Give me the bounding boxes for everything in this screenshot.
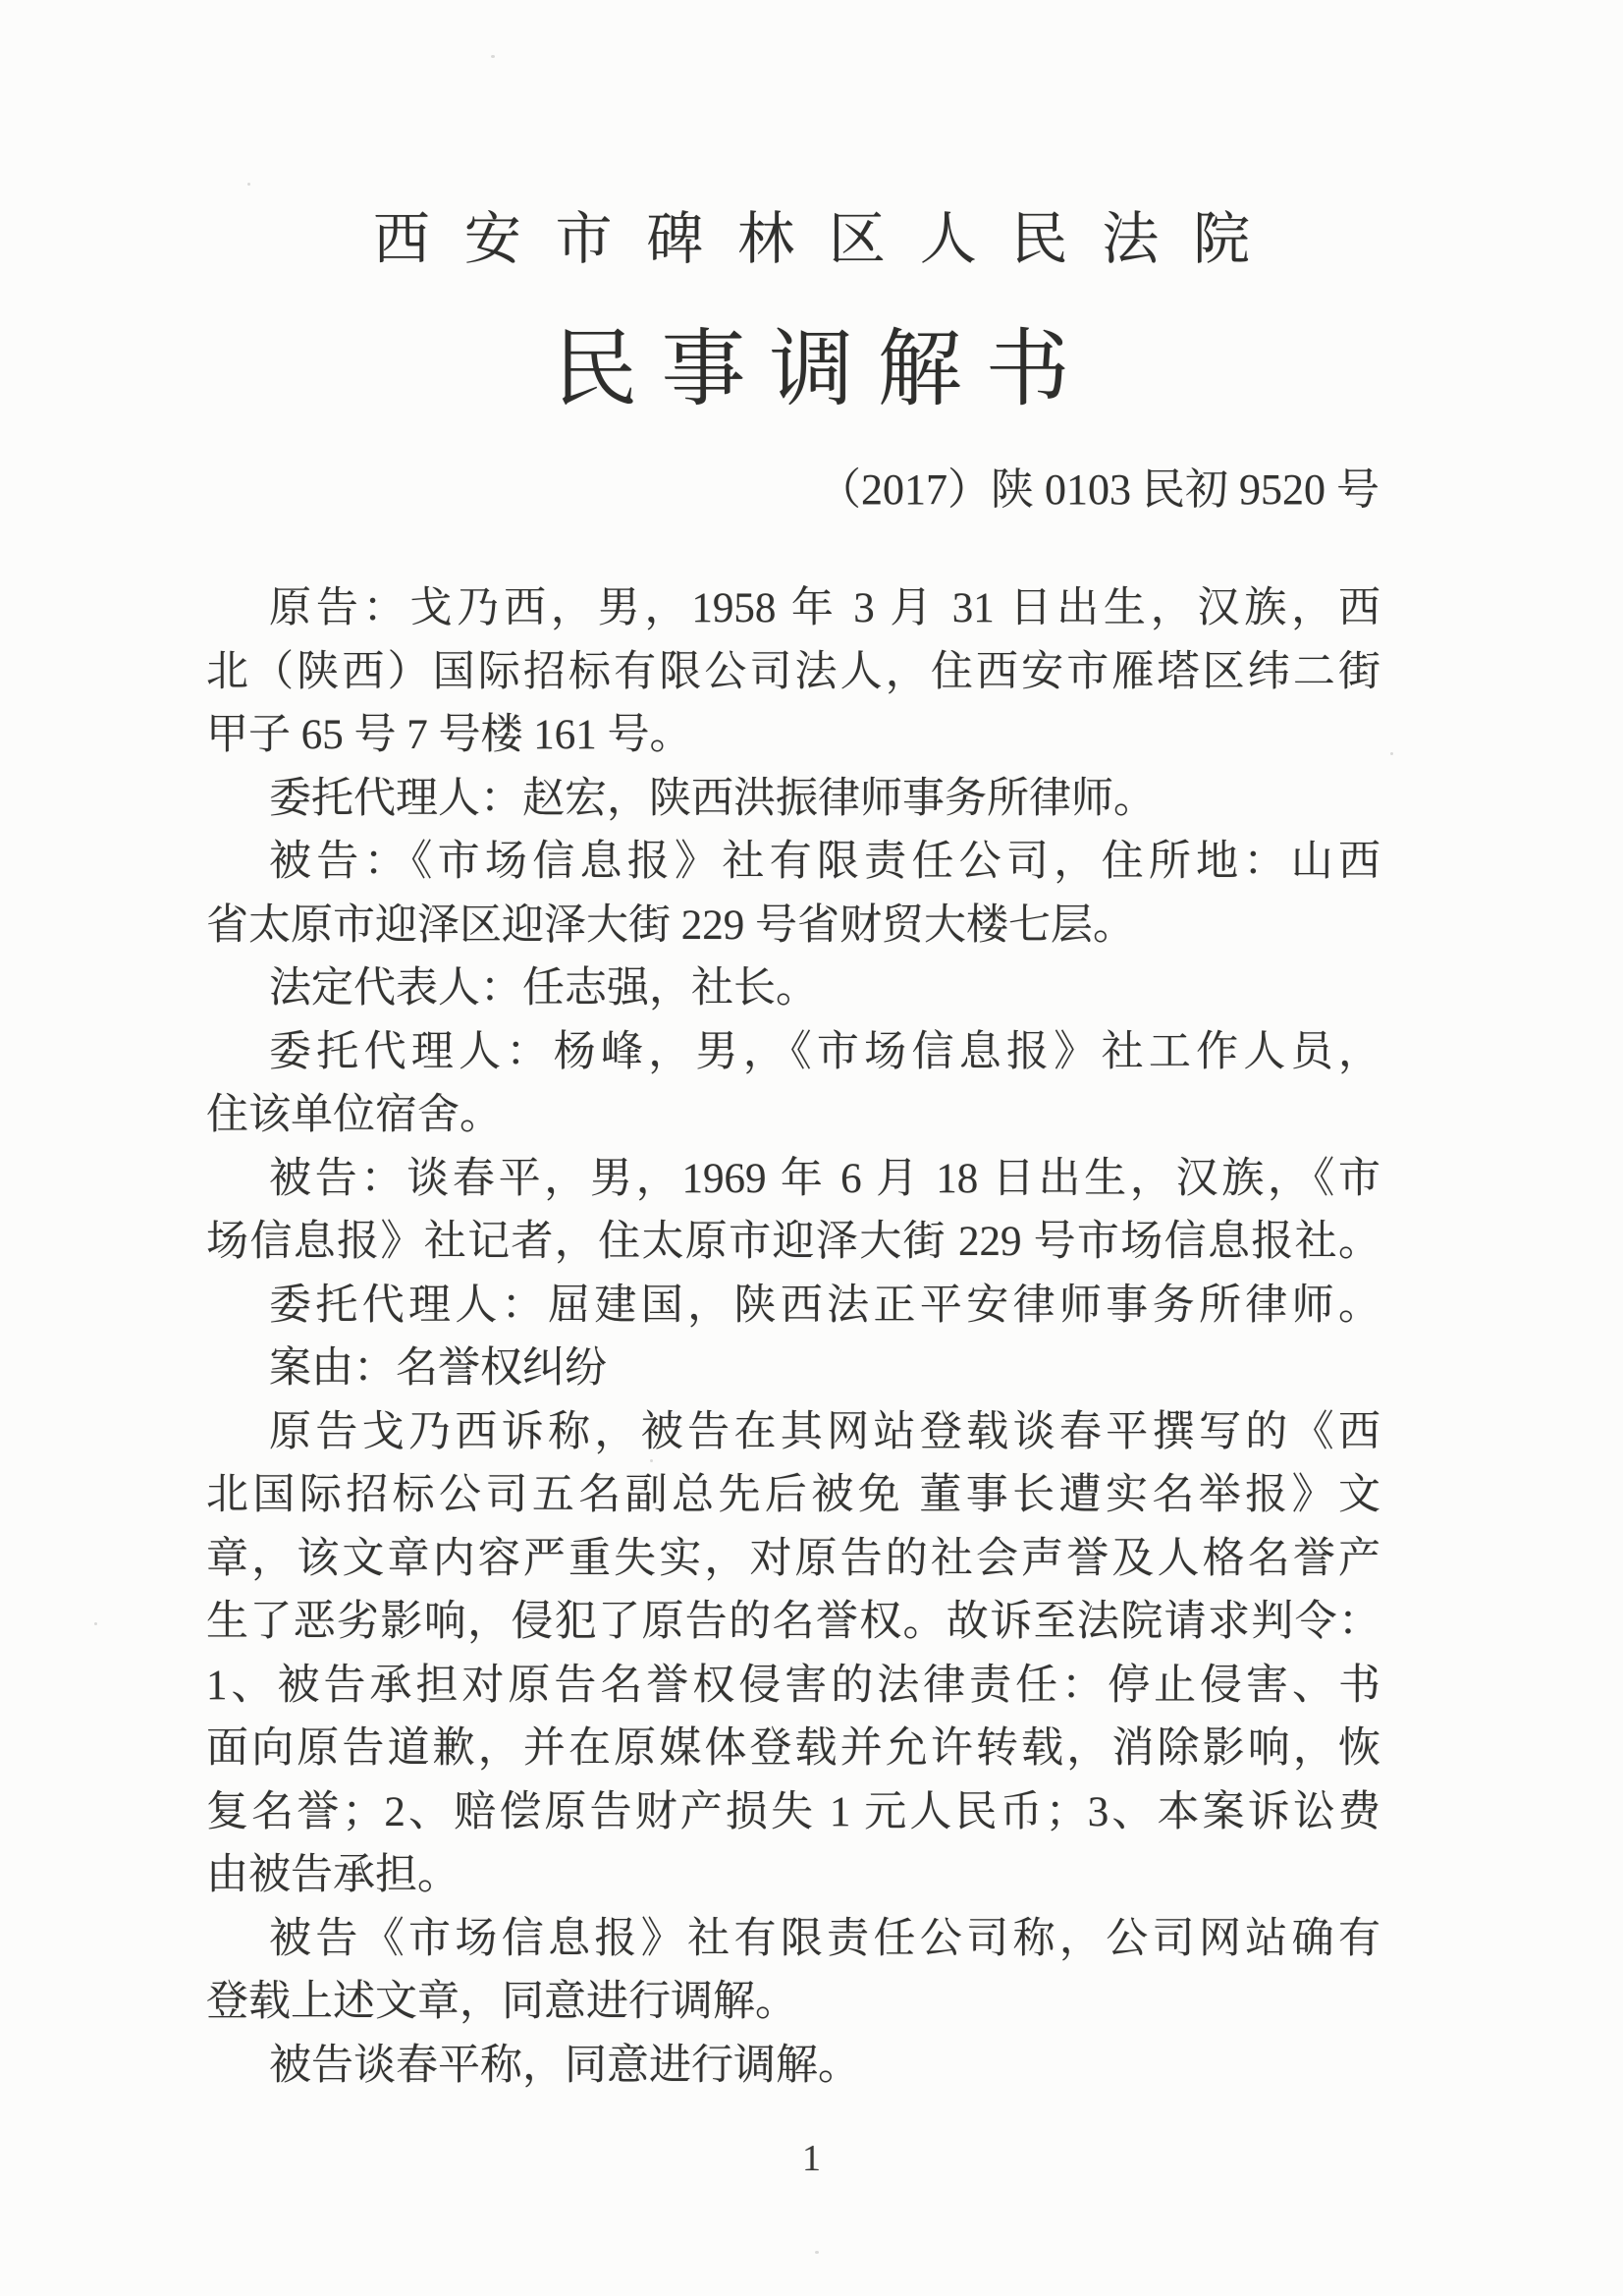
case-number: （2017）陕 0103 民初 9520 号 <box>818 465 1380 514</box>
page-number: 1 <box>802 2138 821 2179</box>
text-line: 委托代理人：杨峰，男，《市场信息报》社工作人员， <box>269 1028 1380 1075</box>
text-line: 原告：戈乃西，男，1958 年 3 月 31 日出生，汉族，西 <box>269 585 1380 631</box>
text-line: 面向原告道歉，并在原媒体登载并允许转载，消除影响，恢 <box>206 1725 1380 1772</box>
text-line: 住该单位宿舍。 <box>206 1092 502 1138</box>
text-line: 生了恶劣影响，侵犯了原告的名誉权。故诉至法院请求判令： <box>206 1599 1380 1645</box>
document-body <box>206 577 1380 2098</box>
text-line: 北（陕西）国际招标有限公司法人，住西安市雁塔区纬二街 <box>206 648 1380 695</box>
text-line: 委托代理人：赵宏，陕西洪振律师事务所律师。 <box>269 775 1156 822</box>
scan-speckle <box>1390 752 1393 755</box>
scan-speckle <box>247 183 250 186</box>
scan-speckle <box>491 55 495 58</box>
text-line: 案由：名誉权纠纷 <box>269 1345 607 1392</box>
text-line: 北国际招标公司五名副总先后被免 董事长遭实名举报》文 <box>206 1472 1380 1518</box>
court-name-title: 西安市碑林区人民法院 <box>372 207 1284 271</box>
text-line: 被告：谈春平，男，1969 年 6 月 18 日出生，汉族，《市 <box>269 1155 1380 1202</box>
text-line: 章，该文章内容严重失实，对原告的社会声誉及人格名誉产 <box>206 1535 1380 1582</box>
text-line: 被告谈春平称，同意进行调解。 <box>269 2042 860 2089</box>
text-line: 登载上述文章，同意进行调解。 <box>206 1979 797 2025</box>
scan-speckle <box>815 2251 819 2254</box>
text-line: 1、被告承担对原告名誉权侵害的法律责任：停止侵害、书 <box>206 1662 1380 1709</box>
text-line: 被告：《市场信息报》社有限责任公司，住所地：山西 <box>269 839 1380 885</box>
text-line: 被告《市场信息报》社有限责任公司称，公司网站确有 <box>269 1915 1380 1962</box>
text-line: 法定代表人：任志强，社长。 <box>269 965 818 1011</box>
text-line: 委托代理人：屈建国，陕西法正平安律师事务所律师。 <box>269 1282 1380 1329</box>
text-line: 省太原市迎泽区迎泽大街 229 号省财贸大楼七层。 <box>206 902 1135 949</box>
text-line: 由被告承担。 <box>206 1852 460 1898</box>
scan-speckle <box>94 1622 97 1625</box>
text-line: 复名誉；2、赔偿原告财产损失 1 元人民币；3、本案诉讼费 <box>206 1788 1380 1835</box>
text-line: 场信息报》社记者，住太原市迎泽大街 229 号市场信息报社。 <box>206 1219 1380 1265</box>
text-line: 甲子 65 号 7 号楼 161 号。 <box>206 712 692 758</box>
text-line: 原告戈乃西诉称，被告在其网站登载谈春平撰写的《西 <box>269 1408 1380 1455</box>
document-type-title: 民事调解书 <box>553 322 1094 416</box>
